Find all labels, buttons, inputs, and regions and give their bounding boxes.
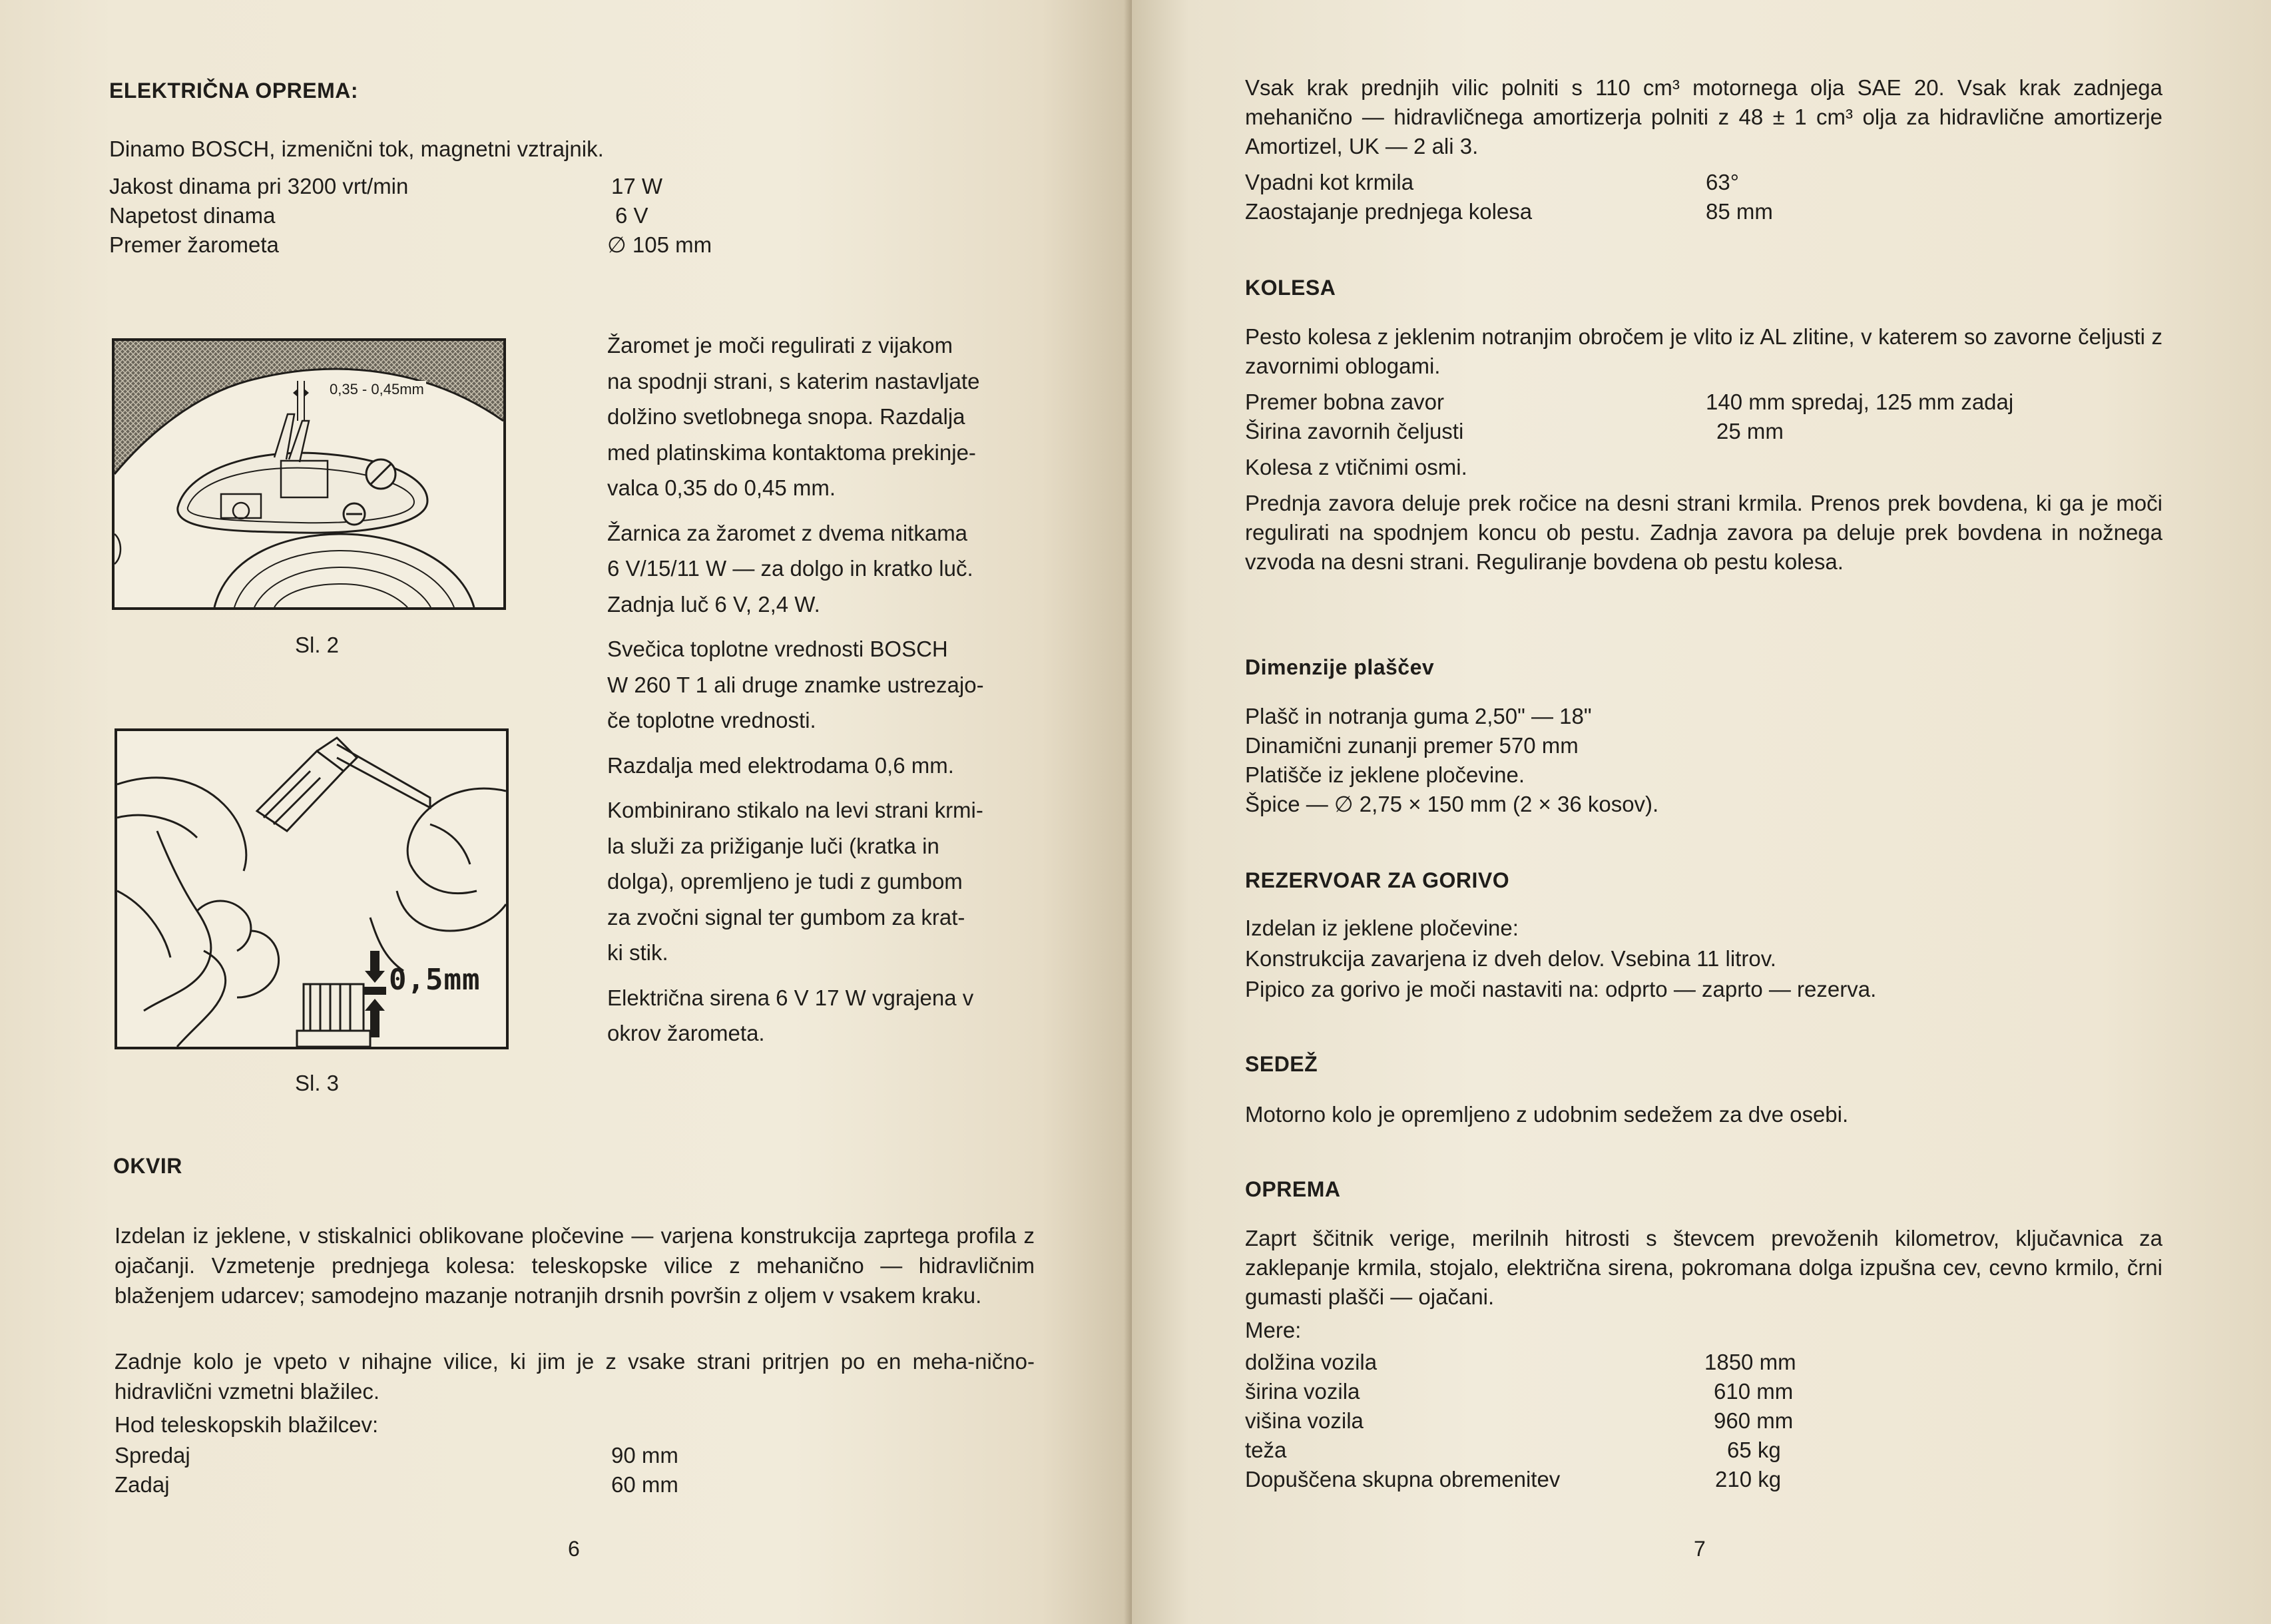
section-title-equipment: OPREMA: [1245, 1177, 1341, 1201]
spec-label: Spredaj: [115, 1443, 190, 1468]
spec-label: Zaostajanje prednjega kolesa: [1245, 199, 1533, 224]
spec-value: 6 V: [615, 203, 648, 228]
text-line: Zadnja luč 6 V, 2,4 W.: [607, 591, 820, 617]
spec-label: Zadaj: [115, 1472, 170, 1497]
text-line: Žarnica za žaromet z dvema nitkama: [607, 520, 968, 545]
spec-label: Jakost dinama pri 3200 vrt/min: [109, 174, 409, 198]
text-line: na spodnji strani, s katerim nastavljate: [607, 368, 980, 394]
text-line: ki stik.: [607, 940, 668, 965]
frame-paragraph-2: Zadnje kolo je vpeto v nihajne vilice, ki jim je z vsake strani pritrjen po en meha-nično-hidravlični vzmetni blažilec.: [115, 1349, 1035, 1404]
figure-breaker-points: [112, 338, 506, 610]
measure-label: teža: [1245, 1438, 1287, 1462]
page-number: 6: [568, 1537, 580, 1561]
measure-value: 210 kg: [1715, 1467, 1782, 1491]
tank-line: Konstrukcija zavarjena iz dveh delov. Vsebina 11 litrov.: [1245, 946, 1776, 971]
text-line: Svečica toplotne vrednosti BOSCH: [607, 637, 948, 661]
spec-value: ∅ 105 mm: [607, 232, 712, 257]
wheels-paragraph-1: Pesto kolesa z jeklenim notranjim obročem je vlito iz AL zlitine, v katerem so zavorne čeljusti z zavornimi oblogami.: [1245, 324, 2162, 378]
left-page: [0, 0, 1132, 1624]
frame-paragraph-1: Izdelan iz jeklene, v stiskalnici oblikovane pločevine — varjena konstrukcija zaprtega profila z ojačanji. Vzmetenje prednjega kolesa: teleskopske vilice z mehanično — hidravličnim blaženjem udarcev; samodejno mazanje notranjih drsnih površin z oljem v vsakem kraku.: [115, 1223, 1035, 1308]
text-line: 6 V/15/11 W — za dolgo in kratko luč.: [607, 556, 973, 581]
spec-label: Premer bobna zavor: [1245, 390, 1444, 414]
text-line: W 260 T 1 ali druge znamke ustrezajo-: [607, 672, 984, 697]
axle-note: Kolesa z vtičnimi osmi.: [1245, 455, 1467, 479]
measure-label: dolžina vozila: [1245, 1350, 1378, 1374]
section-title-wheels: KOLESA: [1245, 276, 1336, 300]
spec-value: 85 mm: [1706, 199, 1773, 224]
text-line: dolga), opremljeno je tudi z gumbom: [607, 869, 963, 894]
tyre-line: Plašč in notranja guma 2,50" — 18": [1245, 704, 1592, 728]
measure-value: 610 mm: [1714, 1379, 1794, 1404]
paragraph-bulb: [607, 515, 1031, 623]
breaker-points-drawing: [115, 341, 503, 607]
right-page: [1132, 0, 2271, 1624]
section-title-tyres: Dimenzije plaščev: [1245, 655, 1435, 679]
paragraph-headlamp: [607, 328, 1031, 506]
spec-value: 60 mm: [611, 1472, 678, 1497]
spec-value: 17 W: [611, 174, 663, 198]
measures-title: Mere:: [1245, 1318, 1302, 1342]
gap-label: 0,35 - 0,45mm: [328, 381, 426, 398]
paragraph-spark-plug: [607, 631, 1031, 738]
measure-label: višina vozila: [1245, 1408, 1364, 1433]
measure-value: 65 kg: [1727, 1438, 1781, 1462]
fork-oil-paragraph: Vsak krak prednjih vilic polniti s 110 cm³ motornega olja SAE 20. Vsak krak zadnjega mehanično — hidravličnega amortizerja polniti z 48 ± 1 cm³ olja za hidravlične amortizerje Amortizel, UK — 2 ali 3.: [1245, 75, 2162, 158]
tank-line: Izdelan iz jeklene pločevine:: [1245, 916, 1519, 940]
paragraph-electrode-gap: [607, 748, 1031, 784]
tyre-line: Platišče iz jeklene pločevine.: [1245, 762, 1525, 787]
spec-label: Napetost dinama: [109, 203, 276, 228]
seat-text: Motorno kolo je opremljeno z udobnim sedežem za dve osebi.: [1245, 1102, 1849, 1127]
text-line: za zvočni signal ter gumbom za krat-: [607, 904, 965, 930]
equipment-paragraph: Zaprt ščitnik verige, merilnih hitrosti s števcem prevoženih kilometrov, ključavnica za zaklepanje krmila, stojalo, električna sirena, pokromana dolga izpušna cev, cevno krmilo, črni gumasti plašči — ojačani.: [1245, 1226, 2162, 1309]
stroke-title: Hod teleskopskih blažilcev:: [115, 1412, 379, 1437]
spec-value: 63°: [1706, 170, 1739, 194]
text-line: la služi za prižiganje luči (kratka in: [607, 833, 939, 858]
spec-label: Premer žarometa: [109, 232, 279, 257]
measure-label: Dopuščena skupna obremenitev: [1245, 1467, 1561, 1491]
spec-value: 140 mm spredaj, 125 mm zadaj: [1706, 390, 2014, 414]
spec-label: Vpadni kot krmila: [1245, 170, 1414, 194]
text-line: valca 0,35 do 0,45 mm.: [607, 475, 836, 500]
text-line: Razdalja med elektrodama 0,6 mm.: [607, 752, 954, 778]
tyre-line: Dinamični zunanji premer 570 mm: [1245, 733, 1579, 758]
text-line: med platinskima kontaktoma prekinje-: [607, 439, 976, 465]
measure-label: širina vozila: [1245, 1379, 1360, 1404]
spark-plug-drawing: [117, 731, 506, 1047]
text-line: Žaromet je moči regulirati z vijakom: [607, 333, 953, 358]
section-title-frame: OKVIR: [113, 1154, 182, 1178]
paragraph-siren: [607, 980, 1031, 1051]
section-title-tank: REZERVOAR ZA GORIVO: [1245, 868, 1510, 892]
gap-label: 0,5mm: [389, 963, 481, 997]
page-number: 7: [1694, 1537, 1706, 1561]
figure-caption: Sl. 3: [295, 1071, 340, 1095]
spec-label: Širina zavornih čeljusti: [1245, 419, 1464, 443]
text-line: okrov žarometa.: [607, 1021, 765, 1045]
section-title-electric: ELEKTRIČNA OPREMA:: [109, 79, 359, 103]
tyre-line: Špice — ∅ 2,75 × 150 mm (2 × 36 kosov).: [1245, 792, 1659, 816]
spec-value: 90 mm: [611, 1443, 678, 1468]
text-line: dolžino svetlobnega snopa. Razdalja: [607, 404, 965, 429]
text-line: Kombinirano stikalo na levi strani krmi-: [607, 798, 983, 822]
spec-value: 25 mm: [1716, 419, 1784, 443]
figure-spark-plug-gap: [115, 728, 509, 1049]
electric-intro: Dinamo BOSCH, izmenični tok, magnetni vztrajnik.: [109, 136, 604, 161]
text-line: če toplotne vrednosti.: [607, 708, 816, 732]
wheels-paragraph-2: Prednja zavora deluje prek ročice na desni strani krmila. Prenos prek bovdena, ki ga je moči regulirati na spodnjem koncu ob pestu. Zadnja zavora pa deluje prek bovdena in nožnega vzvoda na desni strani. Reguliranje bovdena ob pestu kolesa.: [1245, 491, 2162, 574]
measure-value: 960 mm: [1714, 1408, 1794, 1433]
figure-caption: Sl. 2: [295, 633, 340, 657]
electric-text-column: [607, 328, 1031, 1051]
paragraph-switch: [607, 792, 1031, 971]
measure-value: 1850 mm: [1704, 1350, 1796, 1374]
tank-line: Pipico za gorivo je moči nastaviti na: odprto — zaprto — rezerva.: [1245, 977, 1877, 1001]
text-line: Električna sirena 6 V 17 W vgrajena v: [607, 985, 974, 1010]
section-title-seat: SEDEŽ: [1245, 1052, 1318, 1076]
